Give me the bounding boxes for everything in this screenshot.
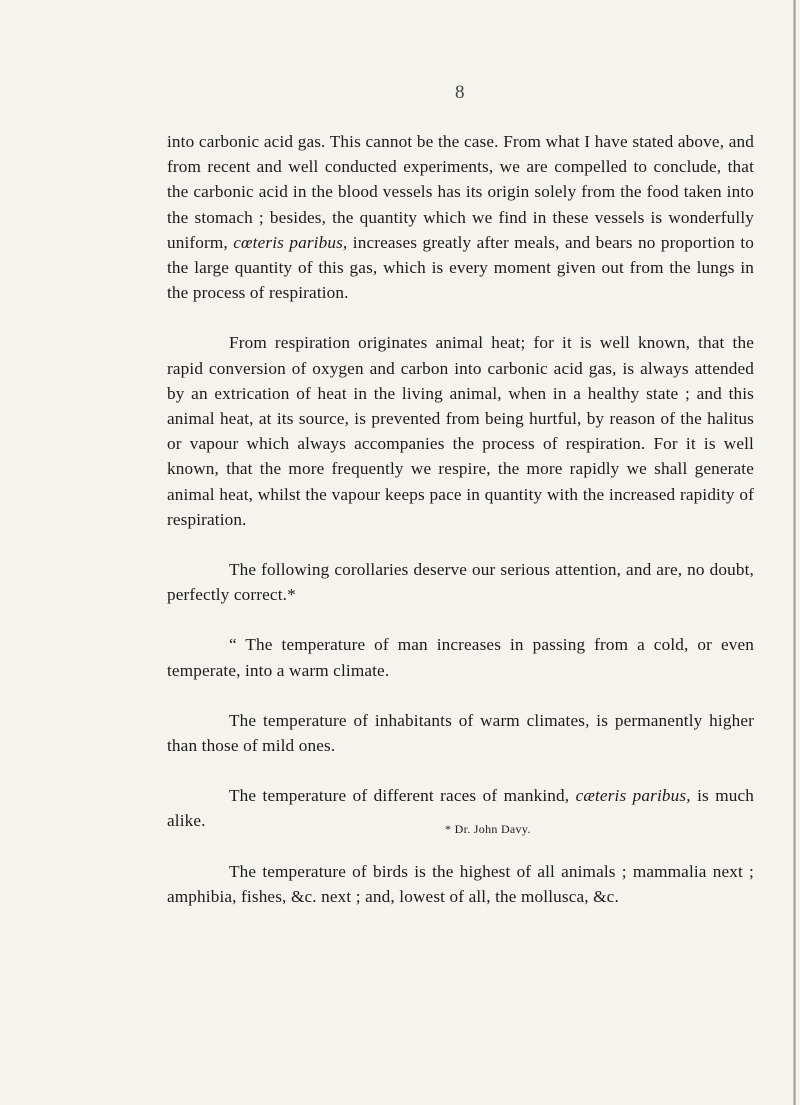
page-edge [793, 0, 796, 1105]
paragraph-1 [167, 129, 754, 305]
paragraph-1-text-after: increases greatly after meals, and bears no proportion to the large quantity of this gas, which is every moment given out from the lungs in the process of respiration. [167, 232, 755, 303]
paragraph-1-text-before: into carbonic acid gas. This cannot be the case. From what I have stated above, and from recent and well conducted experiments, we are compelled to conclude, that the carbonic acid in the blood vessels has its origin solely from the food taken into the stomach ; besides, the quantity which we find in these vessels is wonderfully uniform, [167, 132, 754, 252]
page-number: 8 [455, 82, 465, 103]
paragraph-5: The temperature of inhabitants of warm climates, is permanently higher than those of mild ones. [167, 710, 754, 756]
body-text [167, 129, 754, 909]
paragraph-2: From respiration originates animal heat; for it is well known, that the rapid conversion of oxygen and carbon into carbonic acid gas, is always attended by an extrication of heat in the living animal, when in a healthy state ; and this animal heat, at its source, is prevented from being hurtful, by reason of the halitus or vapour which always accompanies the process of respiration. For it is well known, that the more frequently we respire, the more rapidly we shall generate animal heat, whilst the vapour keeps pace in quantity with the increased rapidity of respiration. [167, 333, 754, 529]
paragraph-7: The temperature of birds is the highest of all animals ; mammalia next ; amphibia, fishes, &c. next ; and, lowest of all, the mollusca, &c. [167, 861, 754, 906]
paragraph-3: The following corollaries deserve our serious attention, and are, no doubt, perfectly correct.* [167, 560, 754, 605]
paragraph-6-text-after: is much alike. [167, 786, 754, 831]
paragraph-4: “ The temperature of man increases in passing from a cold, or even temperate, into a warm climate. [167, 635, 754, 680]
paragraph-1-italic: cœteris paribus, [233, 232, 348, 252]
footnote: * Dr. John Davy. [445, 822, 531, 836]
paragraph-6-italic: cæteris paribus, [575, 786, 691, 806]
paragraph-6-text-before: The temperature of different races of mankind, [229, 786, 576, 806]
